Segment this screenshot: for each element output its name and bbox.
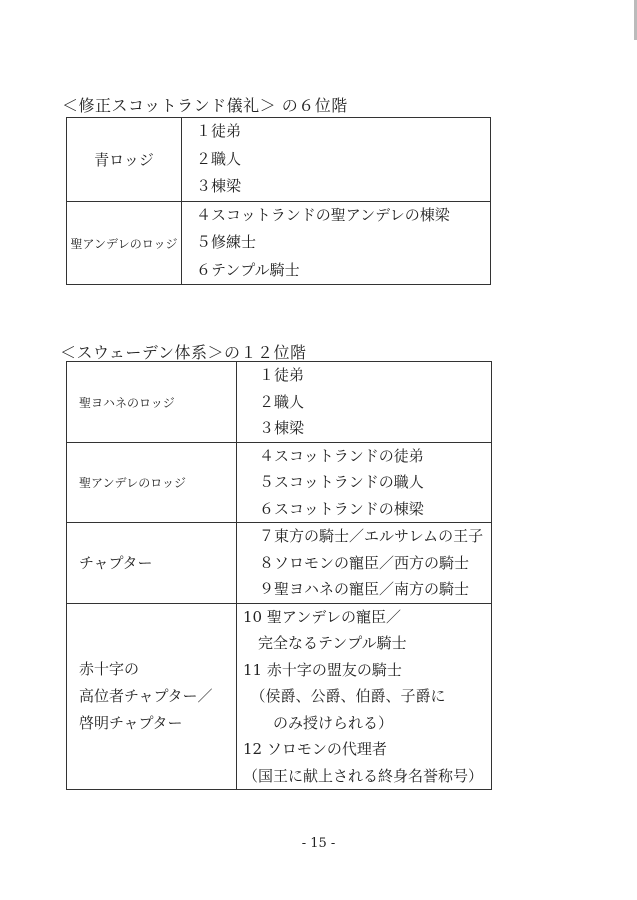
degree-item: ２職人 <box>259 392 305 411</box>
degree-item: ５修練士 <box>196 233 257 251</box>
group-name: 聖ヨハネのロッジ <box>67 362 237 443</box>
degree-item: ８ソロモンの寵臣／西方の騎士 <box>259 553 470 572</box>
section1-title: ＜修正スコットランド儀礼＞ の６位階 <box>62 96 348 115</box>
degree-list <box>237 603 492 790</box>
table-row <box>67 201 491 285</box>
degree-item: 完全なるテンプル騎士 <box>243 634 407 652</box>
degree-item: ３棟梁 <box>259 419 305 437</box>
degree-item: 11 赤十字の盟友の騎士 <box>243 660 402 679</box>
rectified-scottish-rite-table <box>66 117 491 285</box>
degree-item: （国王に献上される終身名誉称号） <box>243 766 484 785</box>
degree-item: ６スコットランドの棟梁 <box>259 499 424 518</box>
degree-item: ３棟梁 <box>196 177 242 195</box>
degree-list <box>182 118 491 202</box>
page-number: - 15 - <box>301 836 336 851</box>
group-name-line: 赤十字の <box>79 659 140 678</box>
group-name: チャプター <box>67 523 237 604</box>
degree-item: ７東方の騎士／エルサレムの王子 <box>259 527 484 545</box>
degree-item: 12 ソロモンの代理者 <box>243 740 387 758</box>
table-row <box>67 442 492 523</box>
degree-list <box>182 201 491 285</box>
degree-item: ５スコットランドの職人 <box>259 473 424 491</box>
group-name: 青ロッジ <box>67 118 182 202</box>
degree-item: ９聖ヨハネの寵臣／南方の騎士 <box>259 580 470 598</box>
table-row <box>67 362 492 443</box>
group-name-line: 啓明チャプター <box>79 713 183 732</box>
section2-title: ＜スウェーデン体系＞の１２位階 <box>60 343 307 362</box>
degree-item: のみ授けられる） <box>243 713 394 732</box>
group-name: 聖アンデレのロッジ <box>67 442 237 523</box>
degree-item: ４スコットランドの徒弟 <box>259 446 424 465</box>
group-name-line: 高位者チャプター／ <box>79 686 213 705</box>
degree-list <box>237 523 492 604</box>
group-name <box>67 603 237 790</box>
table-row <box>67 523 492 604</box>
table-row <box>67 603 492 790</box>
swedish-rite-table <box>66 361 492 790</box>
degree-item: １徒弟 <box>259 366 305 384</box>
degree-item: １徒弟 <box>196 122 242 140</box>
degree-list <box>237 362 492 443</box>
degree-item: ６テンプル騎士 <box>196 260 300 279</box>
degree-item: ４スコットランドの聖アンデレの棟梁 <box>196 205 450 224</box>
degree-item: 10 聖アンデレの寵臣／ <box>243 607 401 626</box>
degree-list <box>237 442 492 523</box>
degree-item: （侯爵、公爵、伯爵、子爵に <box>243 687 446 705</box>
degree-item: ２職人 <box>196 149 242 168</box>
table-row <box>67 118 491 202</box>
group-name: 聖アンデレのロッジ <box>67 201 182 285</box>
